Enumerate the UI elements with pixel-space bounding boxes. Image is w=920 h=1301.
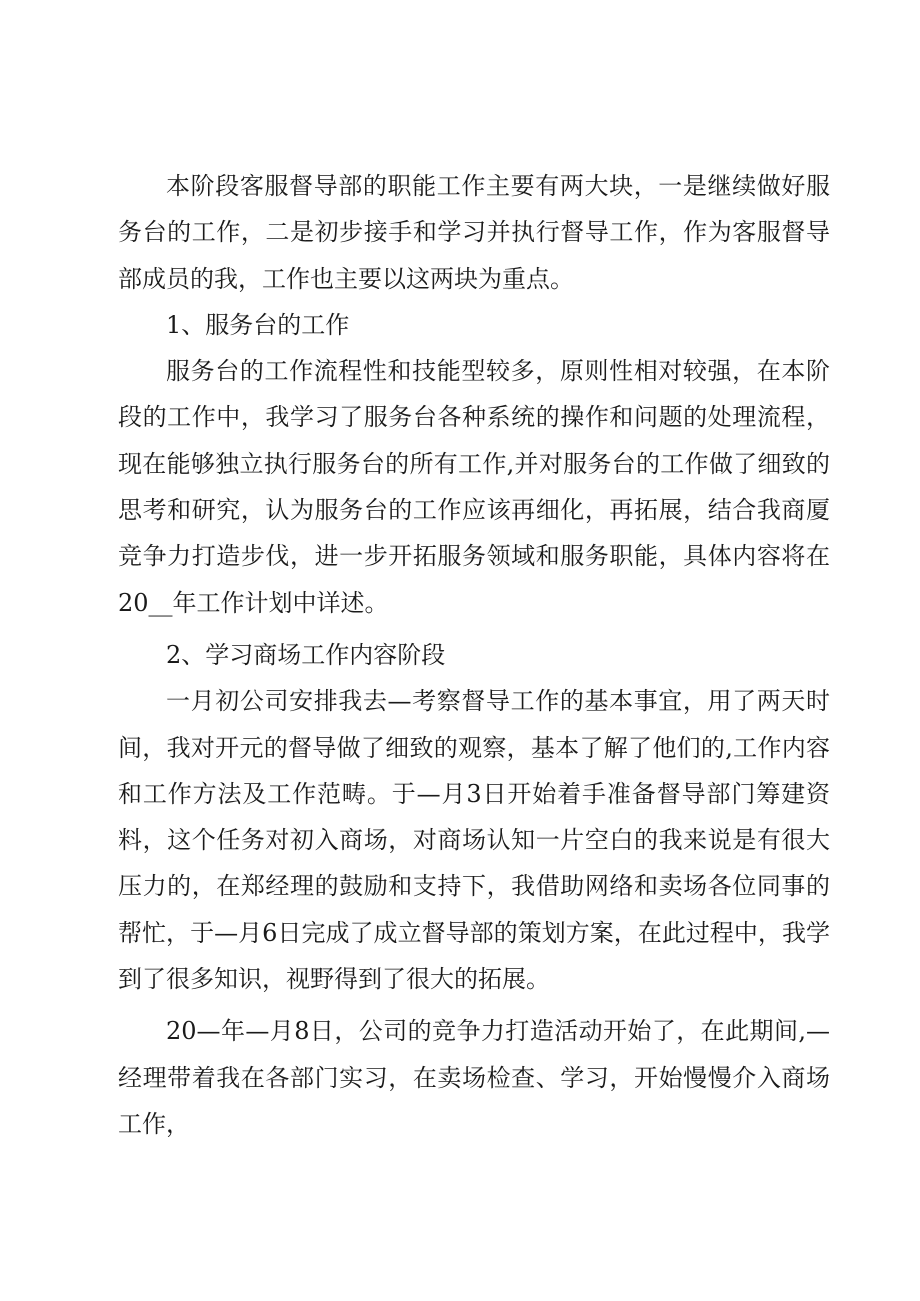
paragraph-learning: 一月初公司安排我去—考察督导工作的基本事宜，用了两天时间，我对开元的督导做了细致的观察，基本了解了他们的,工作内容和工作方法及工作范畴。于—月3日开始着手准备督导部门筹建资料，这个任务对初入商场，对商场认知一片空白的我来说是有很大压力的，在郑经理的鼓励和支持下，我借助网络和卖场各位同事的帮忙，于—月6日完成了成立督导部的策划方案，在此过程中，我学到了很多知识，视野得到了很大的拓展。 xyxy=(118,687,830,994)
paragraph-intro: 本阶段客服督导部的职能工作主要有两大块，一是继续做好服务台的工作，二是初步接手和学习并执行督导工作，作为客服督导部成员的我，工作也主要以这两块为重点。 xyxy=(118,172,830,293)
paragraph-competition: 20—年—月8日，公司的竞争力打造活动开始了，在此期间,—经理带着我在各部门实习，在卖场检查、学习，开始慢慢介入商场工作， xyxy=(118,1017,830,1138)
document-body xyxy=(118,163,830,1147)
section-heading-service-desk: 1、服务台的工作 xyxy=(166,310,350,339)
paragraph-service-desk: 服务台的工作流程性和技能型较多，原则性相对较强，在本阶段的工作中，我学习了服务台各种系统的操作和问题的处理流程，现在能够独立执行服务台的所有工作,并对服务台的工作做了细致的思考和研究，认为服务台的工作应该再细化，再拓展，结合我商厦竞争力打造步伐，进一步开拓服务领域和服务职能，具体内容将在20__年工作计划中详述。 xyxy=(118,357,830,617)
section-heading-learning: 2、学习商场工作内容阶段 xyxy=(166,640,446,669)
